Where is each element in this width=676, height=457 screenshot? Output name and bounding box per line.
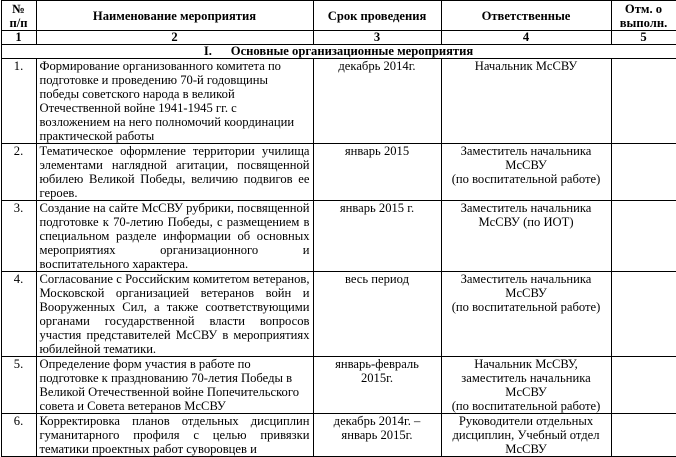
section-title: I. Основные организационные мероприятия: [1, 45, 676, 59]
row-responsible: Заместитель начальника МсСВУ (по воспитательной работе): [441, 144, 611, 201]
section-row: [1, 45, 676, 59]
row-term: январь 2015: [313, 144, 441, 201]
table-row: [1, 144, 676, 201]
row-term: декабрь 2014г. – январь 2015г.: [313, 414, 441, 457]
row-completion-mark: [611, 357, 676, 414]
row-term: декабрь 2014г.: [313, 59, 441, 144]
row-responsible: Заместитель начальника МсСВУ (по воспитательной работе): [441, 272, 611, 357]
row-num: 6.: [1, 414, 36, 457]
row-num: 2.: [1, 144, 36, 201]
column-number: 1: [1, 31, 36, 45]
row-event-name: Создание на сайте МсСВУ рубрики, посвященной подготовке к 70-летию Победы, с размещением в специальном разделе информации об основных мероприятиях организационного и воспитательного характера.: [36, 201, 313, 272]
table-row: [1, 414, 676, 457]
header-responsible: Ответственные: [441, 1, 611, 31]
row-event-name: Корректировка планов отдельных дисциплин гуманитарного профиля с целью привязки тематики проектных работ суворовцев и: [36, 414, 313, 457]
header-completion-mark: Отм. о выполн.: [611, 1, 676, 31]
row-completion-mark: [611, 201, 676, 272]
table-row: [1, 59, 676, 144]
row-responsible: Заместитель начальника МсСВУ (по ИОТ): [441, 201, 611, 272]
row-responsible: Начальник МсСВУ, заместитель начальника МсСВУ (по воспитательной работе): [441, 357, 611, 414]
table-row: [1, 357, 676, 414]
row-term: январь-февраль 2015г.: [313, 357, 441, 414]
row-completion-mark: [611, 59, 676, 144]
row-responsible: Начальник МсСВУ: [441, 59, 611, 144]
table-header-row: [1, 1, 676, 31]
column-number: 3: [313, 31, 441, 45]
row-num: 3.: [1, 201, 36, 272]
table-row: [1, 201, 676, 272]
table-row: [1, 272, 676, 357]
row-term: январь 2015 г.: [313, 201, 441, 272]
row-event-name: Согласование с Российским комитетом ветеранов, Московской организацией ветеранов войн и Вооруженных Сил, а также соответствующими органами государственной власти вопросов участия представителей МсСВУ в мероприятиях юбилейной тематики.: [36, 272, 313, 357]
row-completion-mark: [611, 272, 676, 357]
header-term: Срок проведения: [313, 1, 441, 31]
row-term: весь период: [313, 272, 441, 357]
row-event-name: Тематическое оформление территории училища элементами наглядной агитации, посвященной юбилею Великой Победы, величию подвигов ее героев.: [36, 144, 313, 201]
column-number: 5: [611, 31, 676, 45]
row-responsible: Руководители отдельных дисциплин, Учебный отдел МсСВУ: [441, 414, 611, 457]
row-event-name: Определение форм участия в работе по подготовке к празднованию 70-летия Победы в Великой Отечественной войне Попечительского совета и Совета ветеранов МсСВУ: [36, 357, 313, 414]
column-number: 2: [36, 31, 313, 45]
row-event-name: Формирование организованного комитета по подготовке и проведению 70-й годовщины победы советского народа в великой Отечественной войне 1941-1945 гг. с возложением на него полномочий координации практической работы: [36, 59, 313, 144]
row-completion-mark: [611, 414, 676, 457]
row-completion-mark: [611, 144, 676, 201]
events-plan-table: [1, 0, 676, 457]
row-num: 4.: [1, 272, 36, 357]
header-event-name: Наименование мероприятия: [36, 1, 313, 31]
header-num: № п/п: [1, 1, 36, 31]
row-num: 1.: [1, 59, 36, 144]
row-num: 5.: [1, 357, 36, 414]
column-numbers-row: [1, 31, 676, 45]
column-number: 4: [441, 31, 611, 45]
